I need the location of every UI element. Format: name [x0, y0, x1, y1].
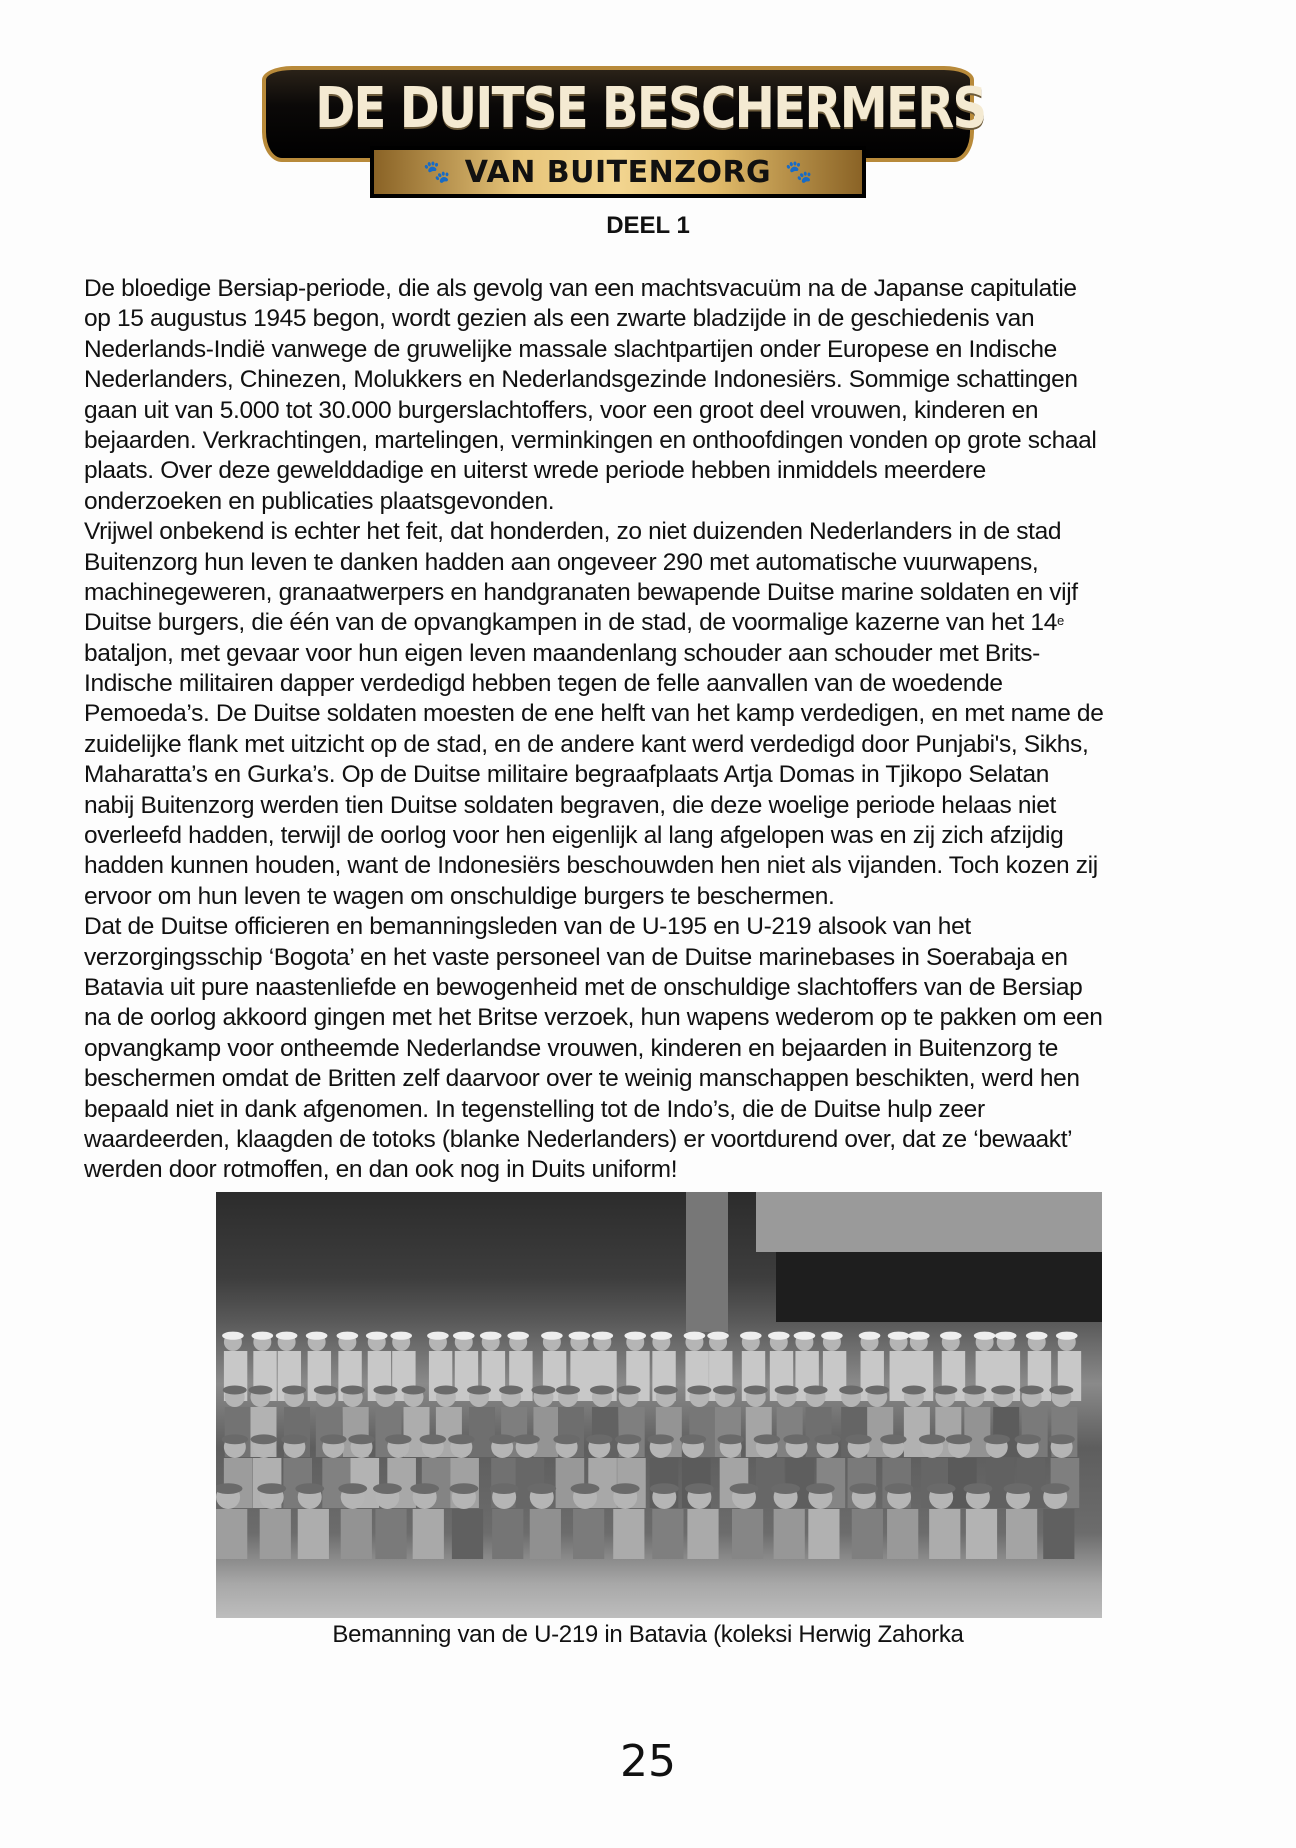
text-line-content: verzorgingsschip ‘Bogota’ en het vaste personeel van de Duitse marinebases in Soerabaja en — [84, 943, 1068, 971]
person-cap — [276, 1332, 298, 1340]
person-cap — [754, 1434, 780, 1444]
text-line — [84, 699, 1234, 729]
text-line-content: Duitse burgers, die één van de opvangkampen in de stad, de voormalige kazerne van het 14 — [84, 609, 1057, 637]
text-line-content: op 15 augustus 1945 begon, wordt gezien als een zwarte bladzijde in de geschiedenis van — [84, 305, 1035, 333]
person-cap — [740, 1332, 762, 1340]
text-line-content: overleefd hadden, terwijl de oorlog voor hen eigenlijk al lang afgelopen was en zij zich afzijdig — [84, 822, 1064, 850]
person-cap — [902, 1386, 926, 1395]
text-line — [84, 517, 1234, 547]
text-line-content: Nederlanders, Chinezen, Molukkers en Nederlandsgezinde Indonesiërs. Sommige schattingen — [84, 366, 1078, 394]
person-body — [573, 1509, 604, 1559]
text-line — [84, 760, 1234, 790]
text-line — [84, 791, 1234, 821]
person-cap — [281, 1434, 307, 1444]
person-body — [492, 1509, 523, 1559]
text-line-content: Dat de Duitse officieren en bemanningsleden van de U-195 en U-219 alsook van het — [84, 913, 971, 941]
person-cap — [1004, 1483, 1033, 1494]
person-cap — [647, 1434, 673, 1444]
text-line-content: De bloedige Bersiap-periode, die als gevolg van een machtsvacuüm na de Japanse capitulatie — [84, 275, 1077, 302]
text-line-content: opvangkamp voor ontheemde Nederlandse vrouwen, kinderen en bejaarden in Buitenzorg te — [84, 1034, 1059, 1062]
person-cap — [222, 1434, 248, 1444]
person-cap — [341, 1386, 365, 1395]
text-line — [84, 1003, 1234, 1033]
person-cap — [962, 1386, 986, 1395]
text-line — [84, 639, 1234, 669]
text-line — [84, 1064, 1234, 1094]
person-cap — [1056, 1332, 1078, 1340]
person-cap — [453, 1332, 475, 1340]
person-cap — [591, 1332, 613, 1340]
person-cap — [946, 1434, 972, 1444]
person-body — [687, 1509, 718, 1559]
body-text — [84, 274, 1234, 1186]
person-cap — [845, 1434, 871, 1444]
person-cap — [490, 1483, 519, 1494]
person-cap — [427, 1332, 449, 1340]
person-cap — [783, 1434, 809, 1444]
text-line — [84, 274, 1234, 304]
person-cap — [908, 1332, 930, 1340]
crew-photo — [216, 1192, 1102, 1618]
person-body — [530, 1509, 561, 1559]
text-line — [84, 912, 1234, 942]
person-body — [852, 1509, 883, 1559]
paw-icon: 🐾 — [785, 159, 813, 184]
person-cap — [295, 1483, 324, 1494]
text-line-content: Batavia uit pure naastenliefde en bewogenheid met de onschuldige slachtoffers van de Bersiap — [84, 973, 1083, 1001]
person-body — [413, 1509, 444, 1559]
text-line — [84, 1125, 1234, 1155]
person-cap — [410, 1483, 439, 1494]
person-cap — [775, 1386, 799, 1395]
person-body — [966, 1509, 997, 1559]
text-line — [84, 487, 1234, 517]
text-line-content: machinegeweren, granaatwerpers en handgranaten bewapende Duitse marine soldaten en vijf — [84, 578, 1078, 606]
person-body — [887, 1509, 918, 1559]
person-body — [652, 1509, 683, 1559]
person-cap — [995, 1332, 1017, 1340]
person-cap — [687, 1386, 711, 1395]
person-cap — [717, 1434, 743, 1444]
person-body — [260, 1509, 291, 1559]
person-cap — [859, 1332, 881, 1340]
person-cap — [1026, 1332, 1048, 1340]
person-cap — [650, 1483, 679, 1494]
person-cap — [964, 1483, 993, 1494]
text-line — [84, 943, 1234, 973]
paw-icon: 🐾 — [423, 159, 451, 184]
person-cap — [806, 1483, 835, 1494]
text-line — [84, 365, 1234, 395]
text-line-content: hadden kunnen houden, want de Indonesiërs beschouwden hen niet als vijanden. Toch kozen zij — [84, 852, 1098, 880]
person-cap — [571, 1483, 600, 1494]
person-cap — [590, 1386, 614, 1395]
text-line — [84, 548, 1234, 578]
person-cap — [553, 1434, 579, 1444]
person-cap — [880, 1434, 906, 1444]
person-cap — [385, 1434, 411, 1444]
person-cap — [338, 1483, 367, 1494]
text-line-content: bataljon, met gevaar voor hun eigen leven maandenlang schouder aan schouder met Brits- — [84, 639, 1040, 667]
person-body — [613, 1509, 644, 1559]
text-line — [84, 669, 1234, 699]
person-cap — [991, 1386, 1015, 1395]
person-cap — [402, 1386, 426, 1395]
person-body — [774, 1509, 805, 1559]
person-cap — [337, 1332, 359, 1340]
person-cap — [434, 1386, 458, 1395]
person-body — [469, 1407, 495, 1457]
person-cap — [865, 1386, 889, 1395]
logo-subtitle: VAN BUITENZORG — [464, 154, 772, 190]
person-cap — [615, 1434, 641, 1444]
person-cap — [940, 1332, 962, 1340]
person-cap — [223, 1386, 247, 1395]
text-line-content: bejaarden. Verkrachtingen, martelingen, verminkingen en onthoofdingen vonden op grote schaal — [84, 426, 1097, 454]
person-cap — [306, 1332, 328, 1340]
person-cap — [617, 1386, 641, 1395]
person-cap — [814, 1434, 840, 1444]
text-line-content: zuidelijke flank met uitzicht op de stad, en de andere kant werd verdedigd door Punjabi's, Sikhs, — [84, 730, 1089, 758]
text-line — [84, 426, 1234, 456]
text-line — [84, 456, 1234, 486]
person-cap — [684, 1332, 706, 1340]
text-line-content: gaan uit van 5.000 tot 30.000 burgerslachtoffers, voor een groot deel vrouwen, kinderen en — [84, 396, 1039, 424]
person-body — [1006, 1509, 1037, 1559]
text-line-content: beschermen omdat de Britten zelf daarvoor over te weinig manschappen beschikten, werd hen — [84, 1065, 1080, 1093]
person-cap — [730, 1483, 759, 1494]
person-cap — [450, 1483, 479, 1494]
person-cap — [252, 1332, 274, 1340]
person-cap — [373, 1386, 397, 1395]
person-cap — [556, 1386, 580, 1395]
text-line-content: nabij Buitenzorg werden tien Duitse soldaten begraven, die deze woelige periode helaas niet — [84, 791, 1056, 819]
person-cap — [927, 1483, 956, 1494]
person-cap — [849, 1483, 878, 1494]
person-cap — [420, 1434, 446, 1444]
text-line-content: Indische militairen dapper verdedigd hebben tegen de felle aanvallen van de woedende — [84, 670, 1003, 698]
text-line — [84, 335, 1234, 365]
text-line-content: plaats. Over deze gewelddadige en uiterst wrede periode hebben inmiddels meerdere — [84, 457, 986, 485]
text-line — [84, 730, 1234, 760]
person-cap — [320, 1434, 346, 1444]
person-cap — [1015, 1434, 1041, 1444]
person-body — [1043, 1509, 1074, 1559]
book-logo — [262, 66, 986, 200]
person-cap — [1041, 1483, 1070, 1494]
text-line — [84, 821, 1234, 851]
person-cap — [527, 1483, 556, 1494]
person-cap — [654, 1386, 678, 1395]
page-number: 25 — [620, 1736, 676, 1787]
text-line — [84, 396, 1234, 426]
person-cap — [794, 1332, 816, 1340]
text-line-content: Pemoeda’s. De Duitse soldaten moesten de ene helft van het kamp verdedigen, en met name de — [84, 700, 1104, 728]
person-cap — [531, 1386, 555, 1395]
text-line — [84, 882, 1234, 912]
person-body — [452, 1509, 483, 1559]
person-cap — [821, 1332, 843, 1340]
person-cap — [314, 1386, 338, 1395]
person-cap — [713, 1386, 737, 1395]
person-cap — [373, 1483, 402, 1494]
person-cap — [651, 1332, 673, 1340]
person-body — [375, 1509, 406, 1559]
person-cap — [251, 1434, 277, 1444]
shed-shadow — [776, 1252, 1102, 1322]
person-cap — [282, 1386, 306, 1395]
person-cap — [919, 1434, 945, 1444]
tree-trunk — [686, 1192, 728, 1332]
roof — [756, 1192, 1102, 1252]
person-cap — [507, 1332, 529, 1340]
person-cap — [541, 1332, 563, 1340]
person-cap — [513, 1434, 539, 1444]
person-cap — [390, 1332, 412, 1340]
text-line-content: onderzoeken en publicaties plaatsgevonden. — [84, 487, 555, 515]
text-line-content: Maharatta’s en Gurka’s. Op de Duitse militaire begraafplaats Artja Domas in Tjikopo Selatan — [84, 761, 1049, 789]
text-line-content: ervoor om hun leven te wagen om onschuldige burgers te beschermen. — [84, 882, 835, 910]
text-line — [84, 1155, 1234, 1185]
person-cap — [984, 1434, 1010, 1444]
person-cap — [744, 1386, 768, 1395]
person-cap — [499, 1386, 523, 1395]
text-line-content: Buitenzorg hun leven te danken hadden aan ongeveer 290 met automatische vuurwapens, — [84, 548, 1039, 576]
person-cap — [768, 1332, 790, 1340]
person-cap — [257, 1483, 286, 1494]
person-cap — [586, 1434, 612, 1444]
person-cap — [1049, 1386, 1073, 1395]
text-line — [84, 1034, 1234, 1064]
person-cap — [680, 1434, 706, 1444]
ordinal-superscript: e — [1056, 613, 1064, 629]
person-cap — [624, 1332, 646, 1340]
text-line-content: bepaald niet in dank afgenomen. In tegenstelling tot de Indo’s, die de Duitse hulp zeer — [84, 1095, 985, 1123]
person-body — [298, 1509, 329, 1559]
person-cap — [804, 1386, 828, 1395]
text-line — [84, 304, 1234, 334]
person-cap — [480, 1332, 502, 1340]
logo-title: DE DUITSE BESCHERMERS — [315, 76, 986, 141]
person-cap — [569, 1332, 591, 1340]
person-cap — [888, 1332, 910, 1340]
person-body — [216, 1509, 247, 1559]
person-cap — [685, 1483, 714, 1494]
person-cap — [1048, 1434, 1074, 1444]
logo-ribbon — [370, 146, 866, 198]
person-body — [732, 1509, 763, 1559]
person-cap — [974, 1332, 996, 1340]
person-cap — [467, 1386, 491, 1395]
person-cap — [222, 1332, 244, 1340]
person-cap — [771, 1483, 800, 1494]
text-line — [84, 608, 1234, 638]
photo-caption: Bemanning van de U-219 in Batavia (koleksi Herwig Zahorka — [332, 1621, 964, 1648]
person-cap — [611, 1483, 640, 1494]
section-heading: DEEL 1 — [606, 212, 690, 239]
text-line — [84, 578, 1234, 608]
person-cap — [366, 1332, 388, 1340]
text-line — [84, 851, 1234, 881]
text-line — [84, 1095, 1234, 1125]
person-cap — [1020, 1386, 1044, 1395]
person-cap — [489, 1434, 515, 1444]
person-cap — [248, 1386, 272, 1395]
text-line-content: Nederlands-Indië vanwege de gruwelijke massale slachtpartijen onder Europese en Indische — [84, 335, 1057, 363]
person-cap — [933, 1386, 957, 1395]
text-line-content: Vrijwel onbekend is echter het feit, dat honderden, zo niet duizenden Nederlanders in de stad — [84, 518, 1062, 546]
person-body — [929, 1509, 960, 1559]
person-body — [533, 1407, 559, 1457]
text-line-content: waardeerden, klaagden de totoks (blanke Nederlanders) er voortdurend over, dat ze ‘bewaakt’ — [84, 1125, 1073, 1153]
person-cap — [348, 1434, 374, 1444]
person-cap — [707, 1332, 729, 1340]
person-cap — [885, 1483, 914, 1494]
person-cap — [448, 1434, 474, 1444]
person-body — [808, 1509, 839, 1559]
person-body — [341, 1509, 372, 1559]
text-line — [84, 973, 1234, 1003]
person-cap — [839, 1386, 863, 1395]
text-line-content: werden door rotmoffen, en dan ook nog in Duits uniform! — [84, 1156, 678, 1184]
photo-illustration — [216, 1192, 1102, 1618]
text-line-content: na de oorlog akkoord gingen met het Britse verzoek, hun wapens wederom op te pakken om een — [84, 1004, 1103, 1032]
